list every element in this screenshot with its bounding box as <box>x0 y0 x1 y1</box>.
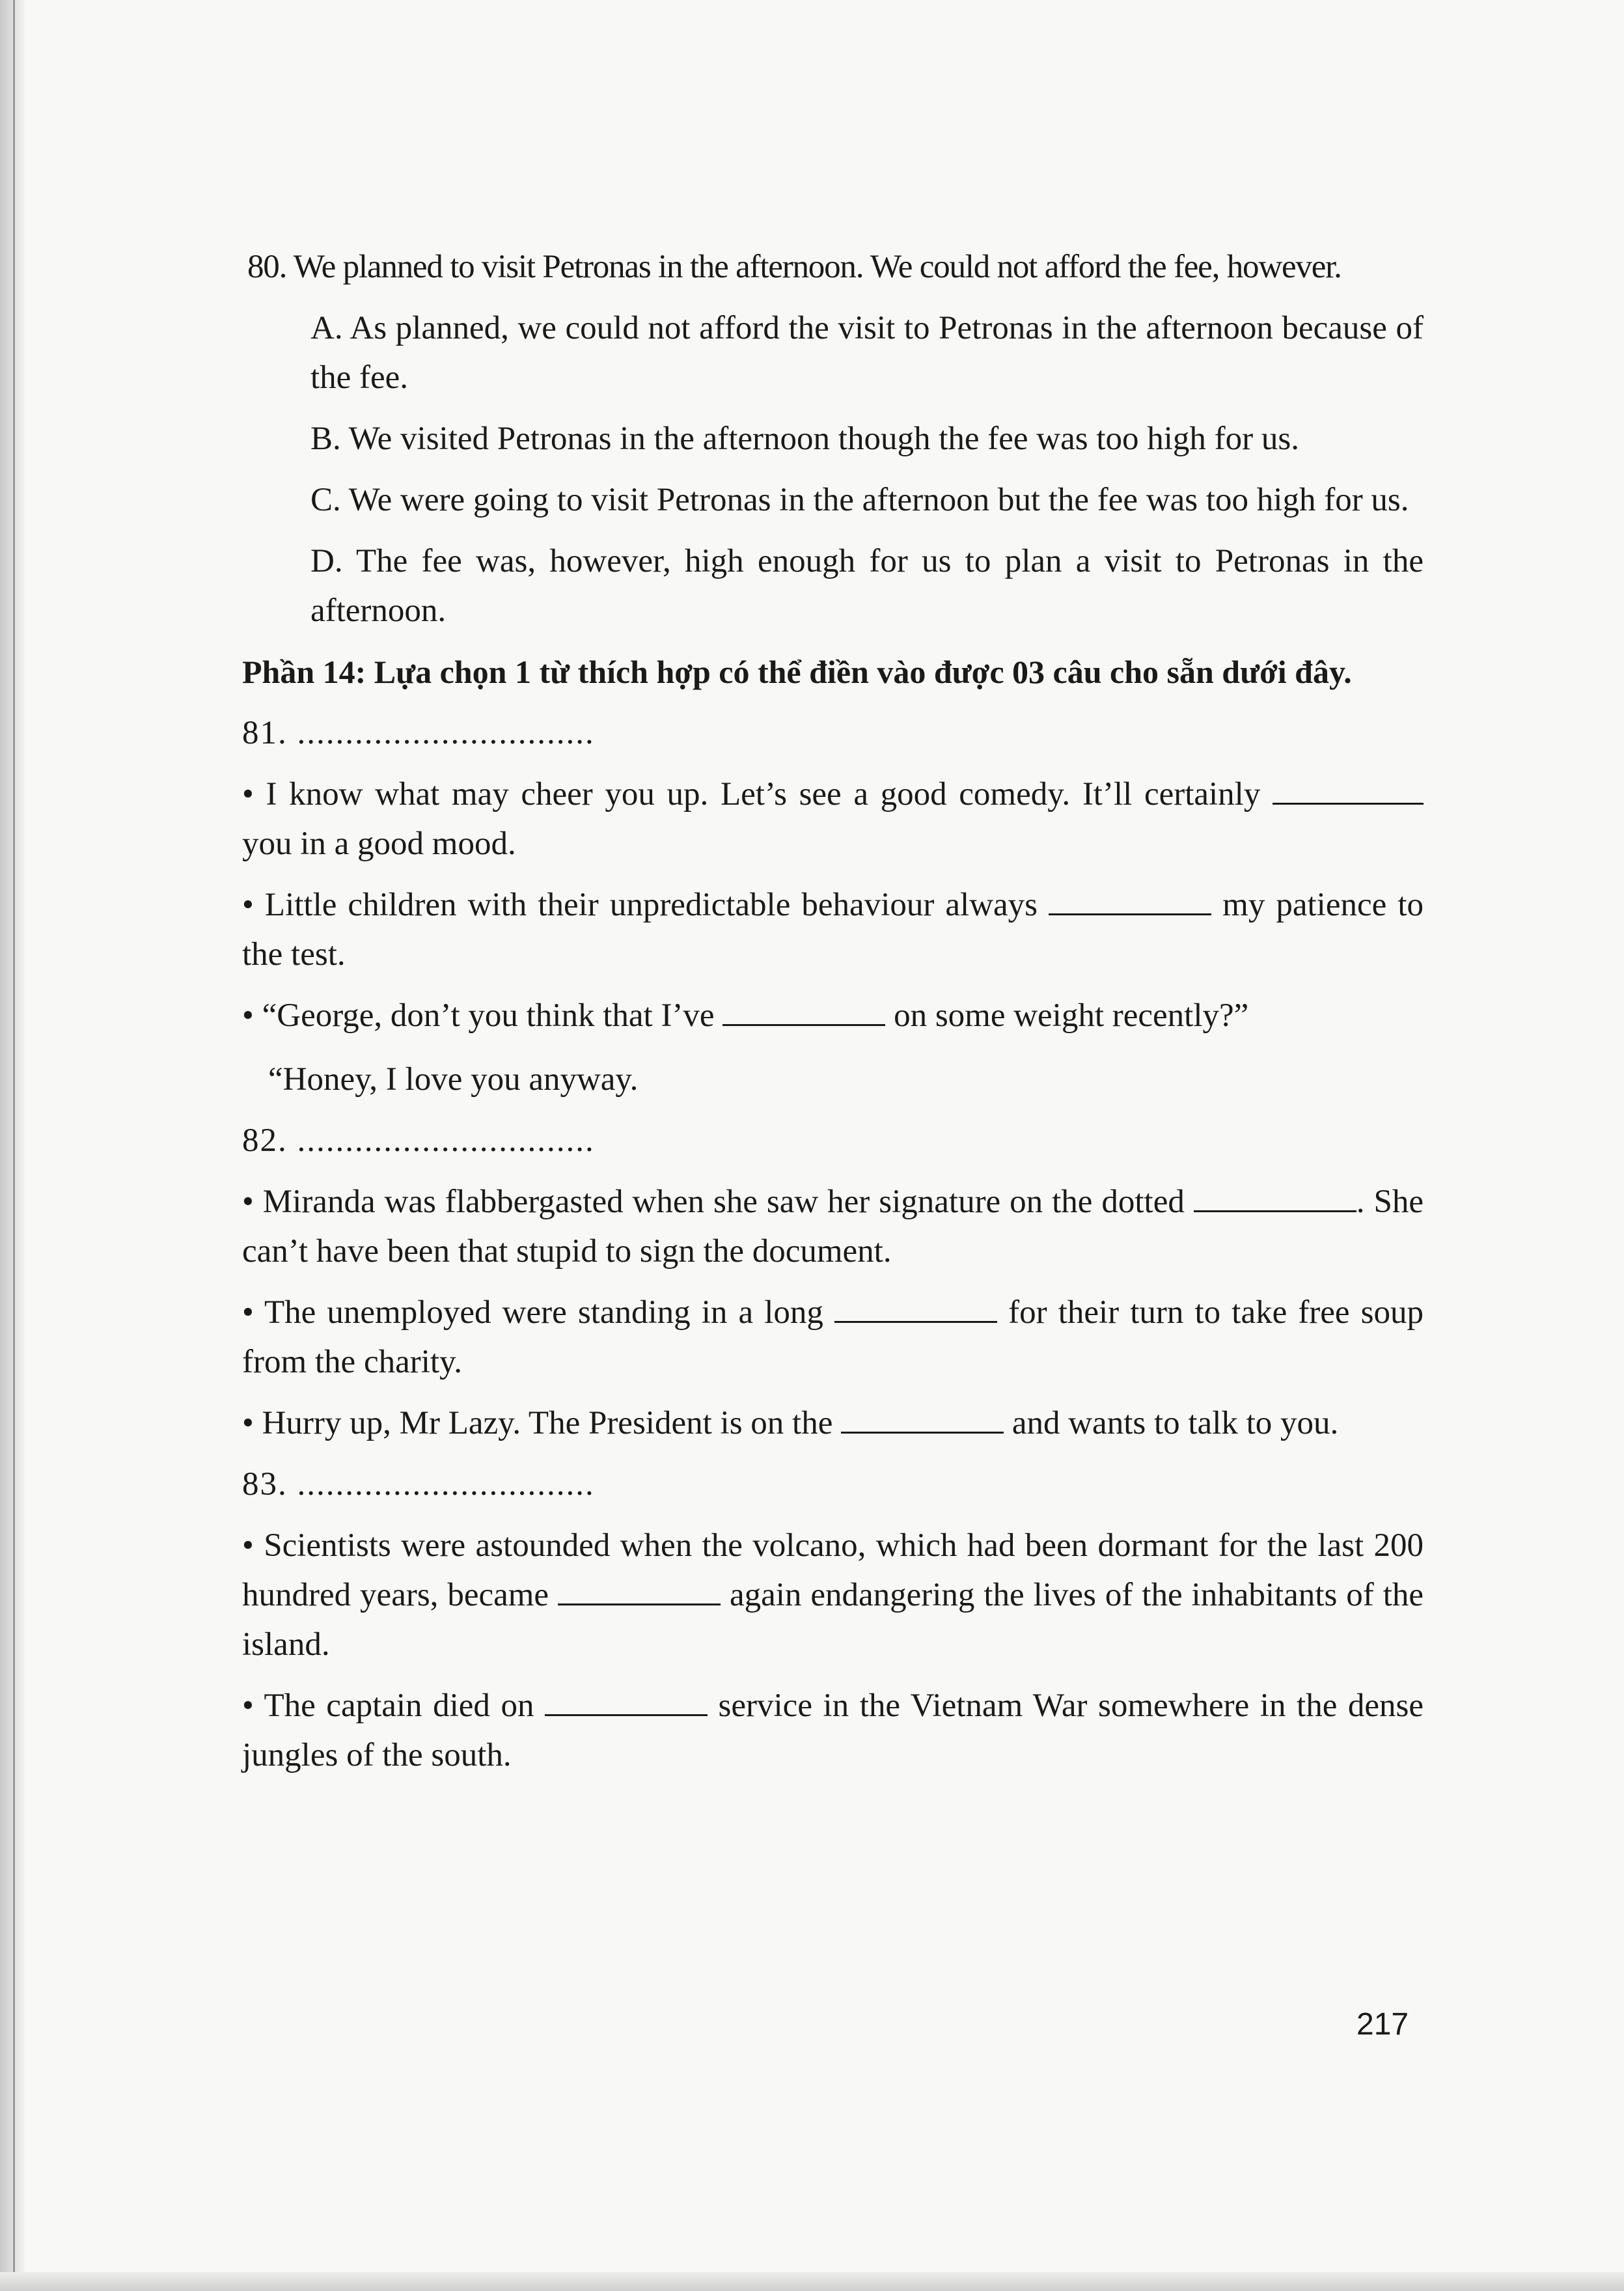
question-81-sentence-3 <box>242 991 1424 1040</box>
question-80-option-c: C. We were going to visit Petronas in the afternoon but the fee was too high for us. <box>310 482 1409 518</box>
fill-blank <box>723 995 885 1026</box>
fill-blank <box>1273 774 1424 805</box>
question-82-sentence-1 <box>242 1177 1424 1276</box>
fill-blank <box>1049 885 1211 915</box>
question-82-sentence-3 <box>242 1398 1424 1448</box>
sentence-text: • I know what may cheer you up. Let’s see a good comedy. It’ll certainly <box>242 776 1273 812</box>
question-80-option-b: B. We visited Petronas in the afternoon though the fee was too high for us. <box>310 421 1299 457</box>
question-83-sentence-2 <box>242 1681 1424 1780</box>
scanned-binding-edge <box>0 0 25 2291</box>
section-heading: Phần 14: Lựa chọn 1 từ thích hợp có thể điền vào được 03 câu cho sẵn dưới đây. <box>242 654 1352 690</box>
question-81-sentence-2 <box>242 880 1424 979</box>
fill-blank <box>841 1403 1004 1434</box>
sentence-text: on some weight recently?” <box>885 997 1249 1034</box>
fill-blank <box>1194 1182 1356 1212</box>
question-81-reply: “Honey, I love you anyway. <box>268 1061 639 1098</box>
sentence-text: • Miranda was flabbergasted when she saw her signature on the dotted <box>242 1184 1194 1220</box>
sentence-text: again endangering the lives of the inhabitants of the island. <box>242 1577 1424 1663</box>
sentence-text: • Little children with their unpredictable behaviour always <box>242 887 1049 923</box>
sentence-text: • The unemployed were standing in a long <box>242 1294 835 1331</box>
sentence-text: • Hurry up, Mr Lazy. The President is on the <box>242 1405 842 1441</box>
question-80-option-a: A. As planned, we could not afford the visit to Petronas in the afternoon because of the fee. <box>310 310 1424 396</box>
sentence-text: my patience to the test. <box>242 887 1424 973</box>
scanned-bottom-edge <box>0 2272 1624 2291</box>
sentence-text: • “George, don’t you think that I’ve <box>242 997 723 1034</box>
question-82-sentence-2 <box>242 1288 1424 1387</box>
page-number: 217 <box>1356 2007 1409 2042</box>
question-81-sentence-1 <box>242 770 1424 868</box>
sentence-text: for their turn to take free soup from the charity. <box>242 1294 1424 1380</box>
question-83-sentence-1 <box>242 1521 1424 1669</box>
question-81-number: 81. ............................... <box>242 715 595 751</box>
question-80-option-d: D. The fee was, however, high enough for us to plan a visit to Petronas in the afternoon. <box>310 543 1424 629</box>
question-80-stem: 80. We planned to visit Petronas in the afternoon. We could not afford the fee, however. <box>247 249 1342 285</box>
sentence-text: • Scientists were astounded when the volcano, which had been dormant for the last 200 hundred years, became <box>242 1527 1424 1613</box>
fill-blank <box>558 1575 721 1605</box>
question-83-number: 83. ............................... <box>242 1466 595 1503</box>
sentence-text: and wants to talk to you. <box>1004 1405 1339 1441</box>
sentence-text: • The captain died on <box>242 1687 545 1724</box>
sentence-text: . She can’t have been that stupid to sign the document. <box>242 1184 1424 1270</box>
sentence-text: you in a good mood. <box>242 826 516 862</box>
page-content <box>242 242 1424 1780</box>
question-82-number: 82. ............................... <box>242 1122 595 1159</box>
fill-blank <box>834 1292 997 1323</box>
sentence-text: service in the Vietnam War somewhere in the dense jungles of the south. <box>242 1687 1424 1773</box>
fill-blank <box>545 1686 708 1716</box>
